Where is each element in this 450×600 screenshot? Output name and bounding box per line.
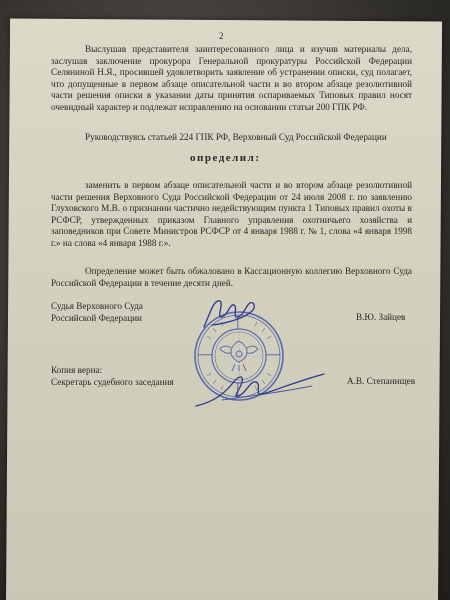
judge-title: [51, 300, 143, 324]
page-number: 2: [219, 31, 224, 41]
paragraph-grounds: Руководствуясь статьей 224 ГПК РФ, Верховный Суд Российской Федерации: [85, 132, 387, 142]
judge-title-line2: Российской Федерации: [51, 313, 142, 323]
secretary-name: А.В. Степанищев: [347, 376, 416, 386]
ruling-heading: определил:: [190, 152, 261, 164]
judge-signature-icon: [200, 293, 260, 333]
judge-title-line1: Судья Верховного Суда: [51, 301, 143, 311]
copy-line2: Секретарь судебного заседания: [51, 377, 174, 387]
paragraph-findings: Выслушав представителя заинтересованного лица и изучив материалы дела, заслушав заключение прокурора Генеральной прокуратуры Российской Федерации Селяниной Н.Я., просившей удовлетворить заявление об устранении описки, суд полагает, что допущенные в первом абзаце описательной части и во втором абзаце резолютивной части решения описки в указании даты принятия оспариваемых Типовых правил носят очевидный характер и подлежат исправлению на основании статьи 200 ГПК РФ.: [51, 44, 412, 112]
paragraph-ruling: заменить в первом абзаце описательной части и во втором абзаце резолютивной части решения Верховного Суда Российской Федерации от 24 июля 2008 г. по заявлению Глуховского М.В. о признании частично недействующим пункта 1 Типовых правил охоты в РСФСР, утвержденных приказом Главного управления охотничьего хозяйства и заповедников при Совете Министров РСФСР от 4 января 1988 г. № 1, слова «4 января 1998 г.» на слова «4 января 1988 г.».: [51, 180, 412, 248]
copy-certification: [51, 364, 174, 388]
copy-line1: Копия верна:: [51, 365, 103, 375]
secretary-signature-icon: [192, 366, 328, 412]
judge-name: В.Ю. Зайцев: [356, 312, 406, 322]
paragraph-appeal: Определение может быть обжаловано в Кассационную коллегию Верховного Суда Российской Федерации в течение десяти дней.: [51, 266, 412, 288]
